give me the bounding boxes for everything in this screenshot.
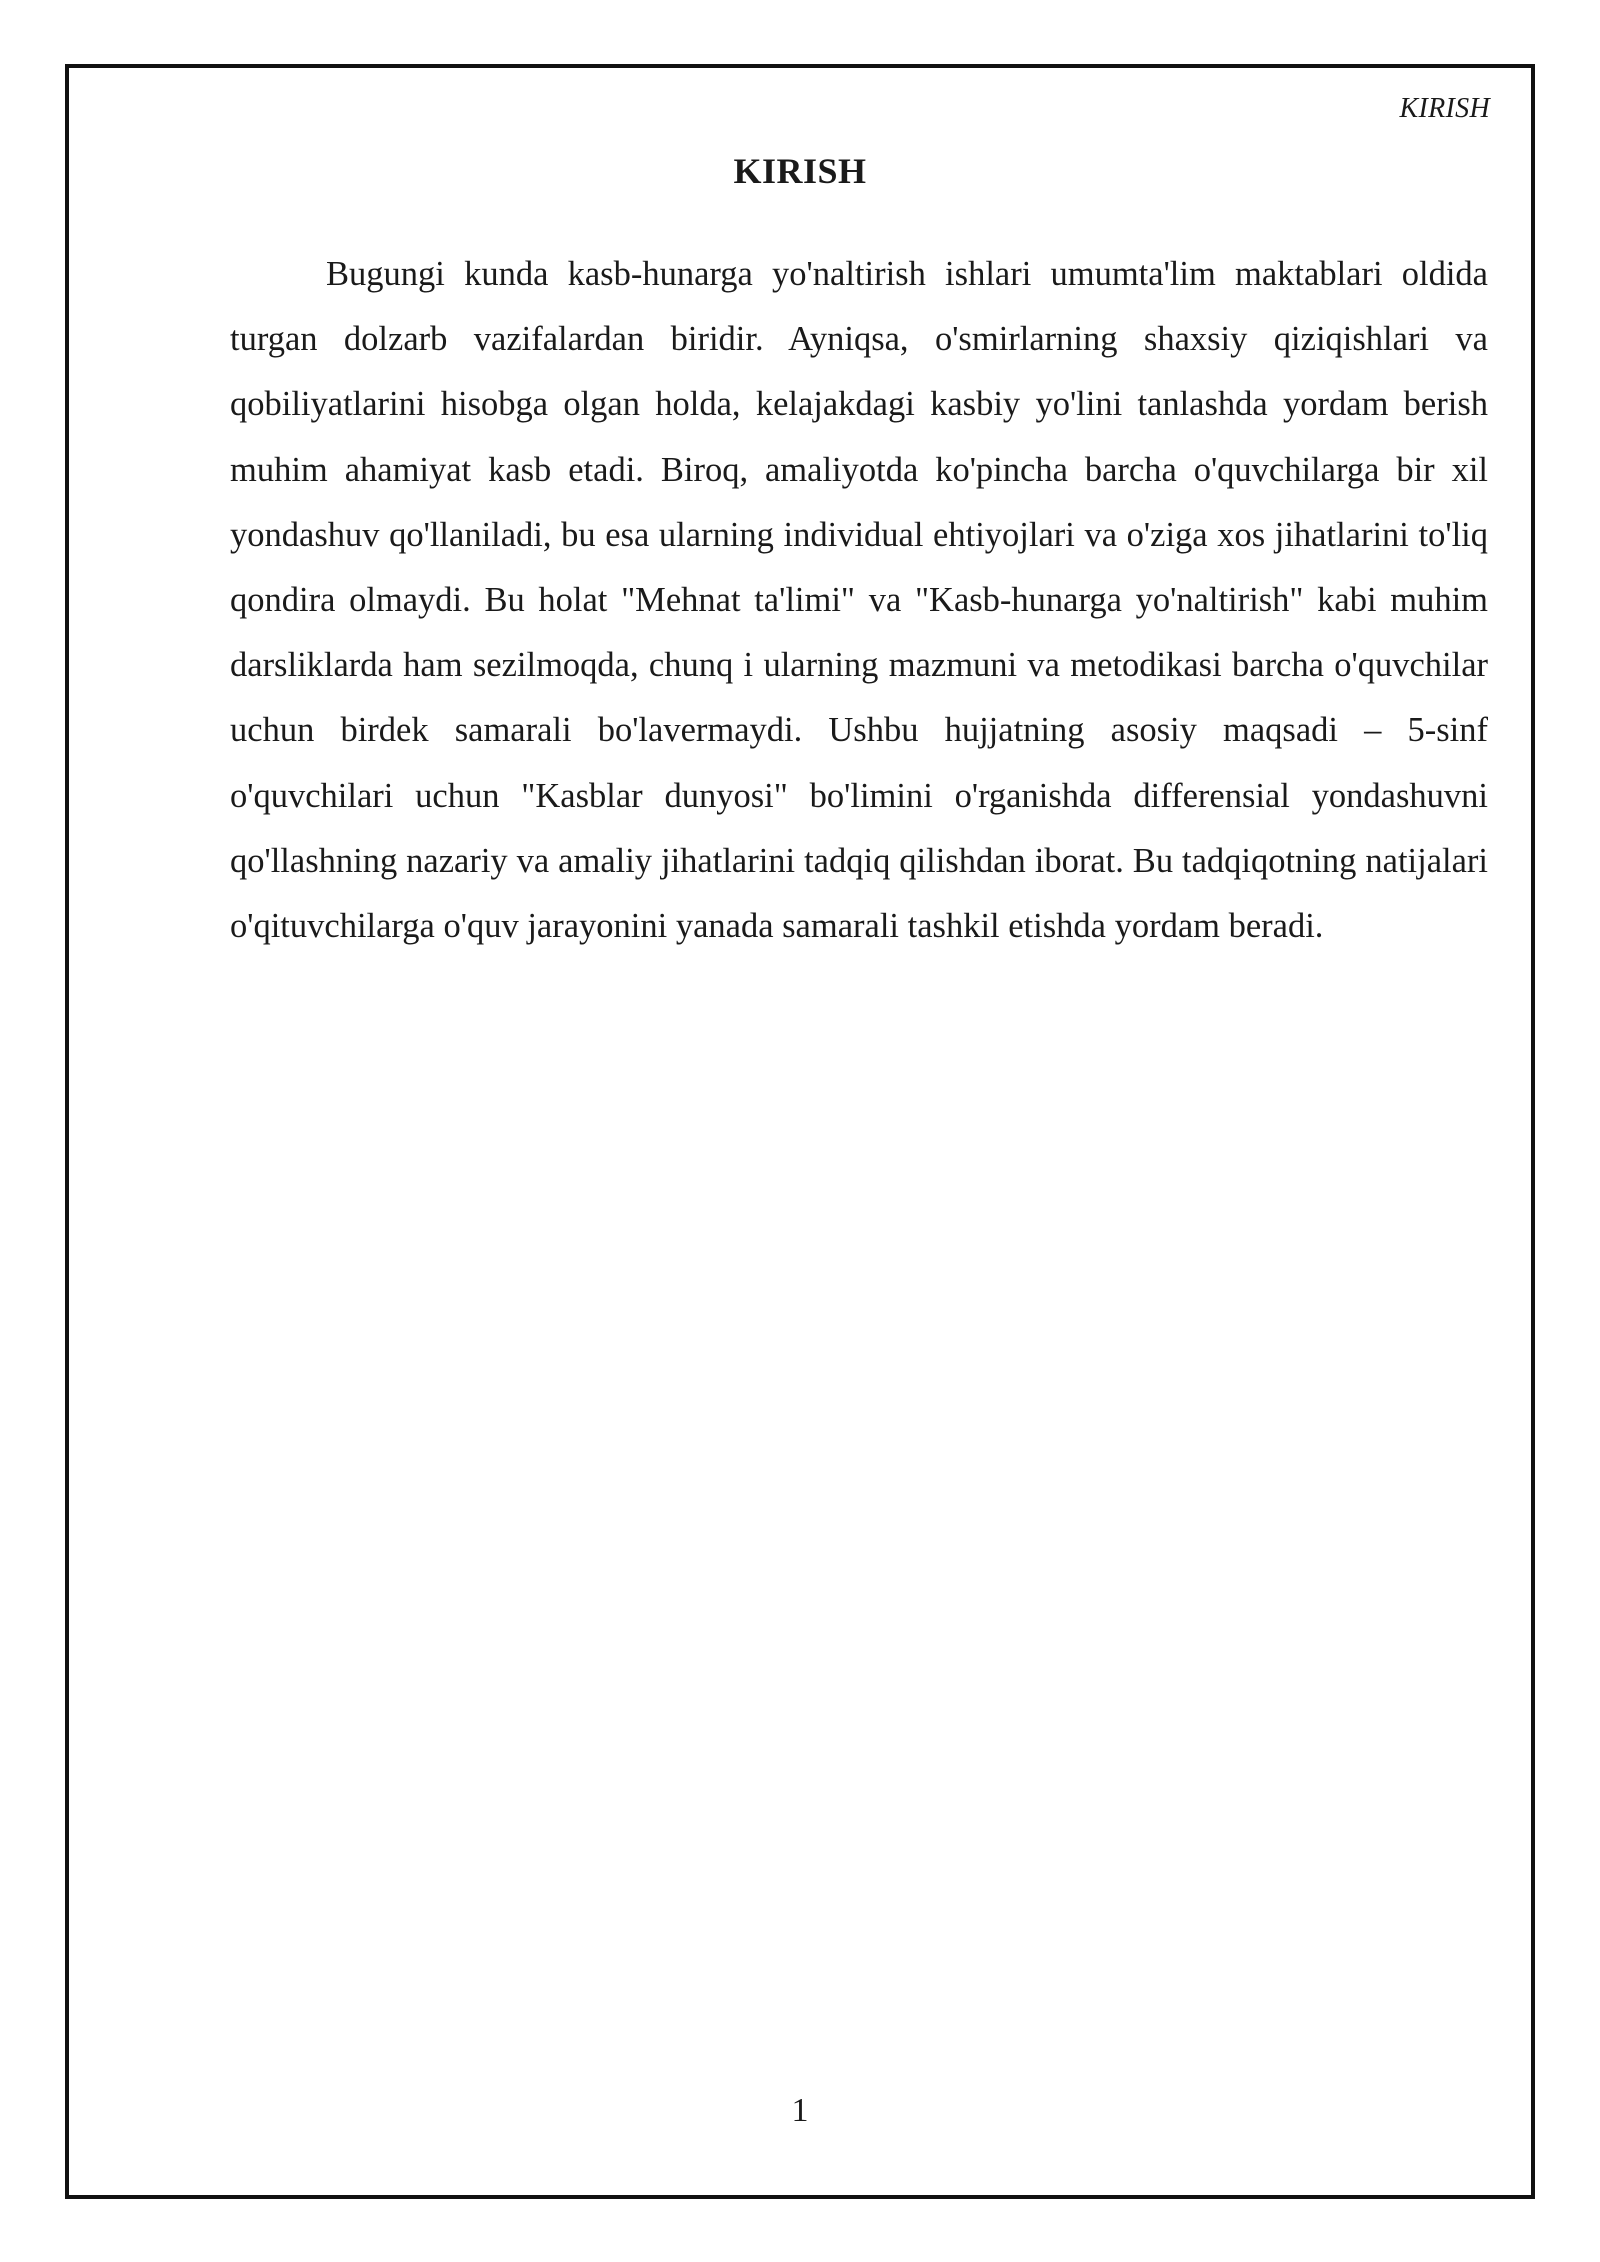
introduction-paragraph: Bugungi kunda kasb-hunarga yo'naltirish ishlari umumta'lim maktablari oldida turgan dolzarb vazifalardan biridir. Ayniqsa, o'smirlarning shaxsiy qiziqishlari va qobiliyatlarini hisobga olgan holda, kelajakdagi kasbiy yo'lini tanlashda yordam berish muhim ahamiyat kasb etadi. Biroq, amaliyotda ko'pincha barcha o'quvchilarga bir xil yondashuv qo'llaniladi, bu esa ularning individual ehtiyojlari va o'ziga xos jihatlarini to'liq qondira olmaydi. Bu holat "Mehnat ta'limi" va "Kasb-hunarga yo'naltirish" kabi muhim darsliklarda ham sezilmoqda, chunq i ularning mazmuni va metodikasi barcha o'quvchilar uchun birdek samarali bo'lavermaydi. Ushbu hujjatning asosiy maqsadi – 5-sinf o'quvchilari uchun "Kasblar dunyosi" bo'limini o'rganishda differensial yondashuvni qo'llashning nazariy va amaliy jihatlarini tadqiq qilishdan iborat. Bu tadqiqotning natijalari o'qituvchilarga o'quv jarayonini yanada samarali tashkil etishda yordam beradi. bbox=[230, 255, 1488, 946]
running-header: KIRISH bbox=[1399, 93, 1490, 124]
page-number: 1 bbox=[791, 2092, 809, 2129]
chapter-title: KIRISH bbox=[733, 151, 867, 191]
